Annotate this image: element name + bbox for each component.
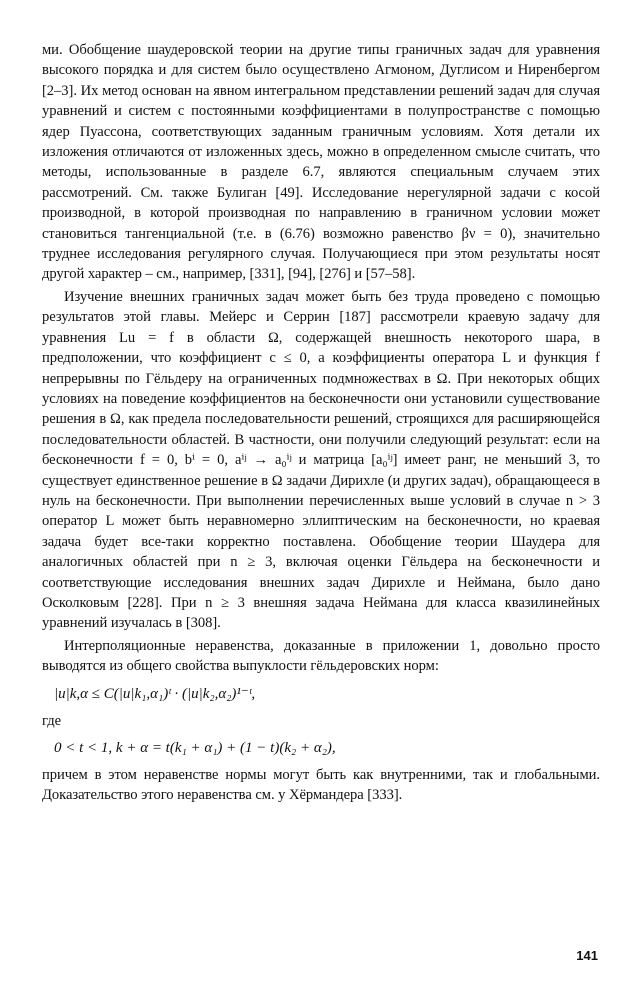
where-label: где xyxy=(42,712,62,729)
paragraph-3: Интерполяционные неравенства, доказанные в приложении 1, довольно просто выводятся из общего свойства выпуклости гёльдеровских норм: xyxy=(42,637,600,675)
page-body xyxy=(42,40,600,805)
paragraph-1: ми. Обобщение шаудеровской теории на другие типы граничных задач для уравнения высокого порядка и для систем было осуществлено Агмоном, Дуглисом и Ниренбергом [2–3]. Их метод основан на явном интегральном представлении решений задач для случая уравнений и систем с постоянными коэффициентами в полупространстве с помощью ядер Пуассона, соответствующих заданным граничным условиям. Хотя детали их изложения отличаются от изложенных здесь, можно в определенном смысле считать, что методы, использованные в разделе 6.7, являются специальным случаем этих рассмотрений. См. также Булиган [49]. Исследование нерегулярной задачи с косой производной, в которой производная по направлению в граничном условии может становиться тангенциальной (т.е. в (6.76) возможно равенство βν = 0), значительно труднее исследования регулярного случая. Получающиеся при этом результаты носят другой характер – см., например, [331], [94], [276] и [57–58]. xyxy=(42,42,600,283)
paragraph-closing: причем в этом неравенстве нормы могут быть как внутренними, так и глобальными. Доказательство этого неравенства см. у Хёрмандера [333]. xyxy=(42,766,600,803)
page-number: 141 xyxy=(576,948,598,963)
formula-conditions: 0 < t < 1, k + α = t(k₁ + α₁) + (1 − t)(k₂ + α₂), xyxy=(54,739,336,756)
paragraph-2: Изучение внешних граничных задач может быть без труда проведено с помощью результатов этой главы. Мейерс и Серрин [187] рассмотрели краевую задачу для уравнения Lu = f в области Ω, содержащей внешность некоторого шара, в предположении, что коэффициент c ≤ 0, а коэффициенты оператора L и функция f непрерывны по Гёльдеру на ограниченных подмножествах в Ω. При некоторых общих условиях на поведение коэффициентов на бесконечности они установили существование решения в Ω, как предела последовательности решений, строящихся для расширяющейся последовательности областей. В частности, они получили следующий результат: если на бесконечности f = 0, bⁱ = 0, aⁱʲ → a₀ⁱʲ и матрица [a₀ⁱʲ] имеет ранг, не меньший 3, то существует единственное решение в Ω задачи Дирихле (и других задач), обращающееся в нуль на бесконечности. При выполнении перечисленных выше условий в случае n > 3 оператор L может быть неравномерно эллиптическим на бесконечности, но краевая задача будет все-таки корректно поставлена. Обобщение теории Шаудера для аналогичных областей при n ≥ 3, включая оценки Гёльдера на бесконечности и соответствующие исследования внешних задач Дирихле и Неймана, было дано Осколковым [228]. При n ≥ 3 внешняя задача Неймана для класса квазилинейных уравнений изучалась в [308]. xyxy=(42,288,600,632)
formula-interpolation: |u|k,α ≤ C(|u|k₁,α₁)ᵗ · (|u|k₂,α₂)¹⁻ᵗ, xyxy=(54,685,256,702)
